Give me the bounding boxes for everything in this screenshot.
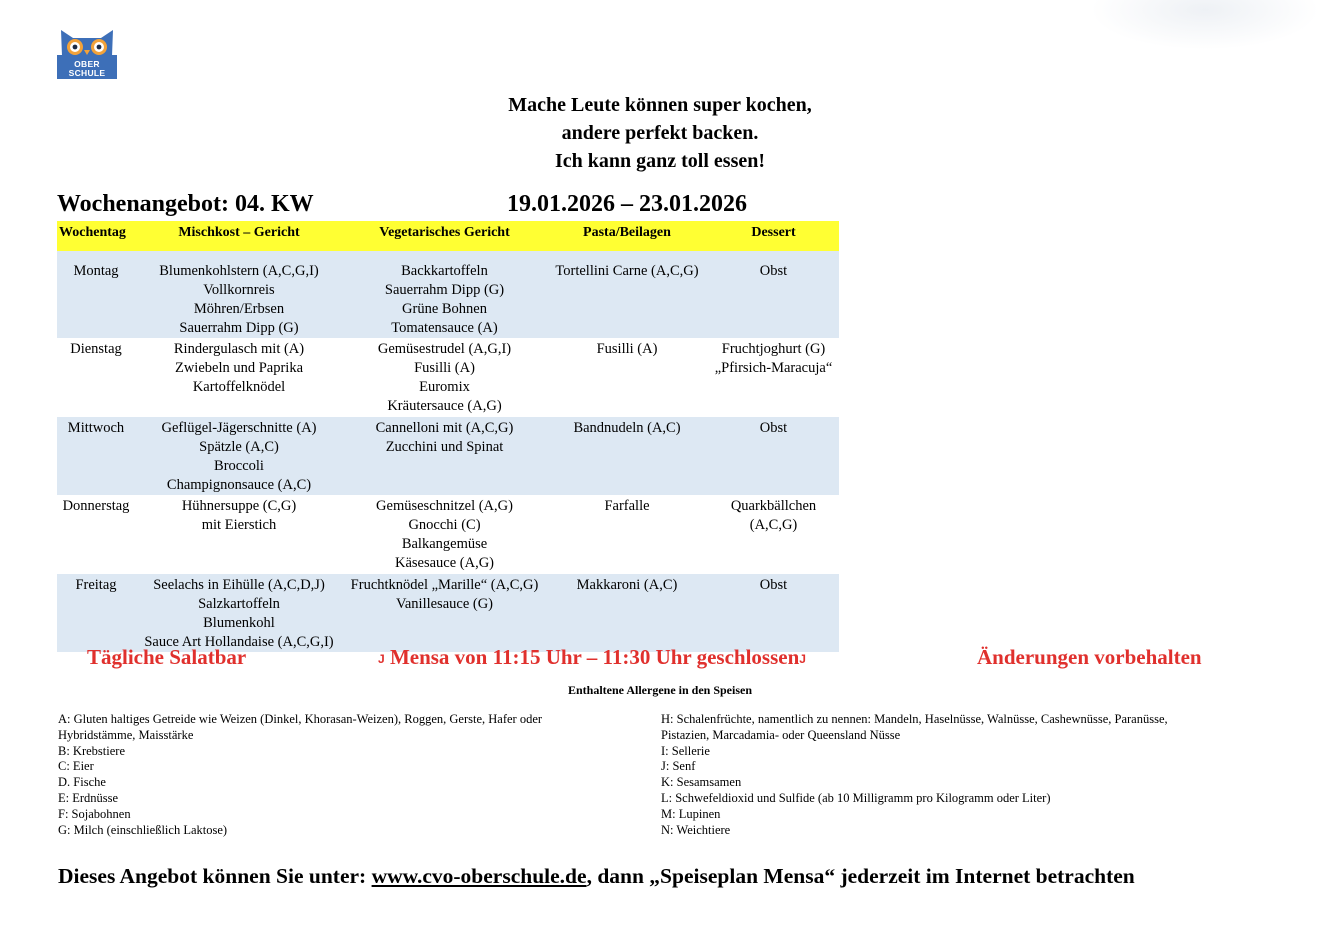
- mensa-marker-right: J: [799, 652, 806, 666]
- dish-line: Vollkornreis: [203, 282, 275, 298]
- weekday-cell: [57, 338, 135, 417]
- vegetarian-cell: [343, 574, 546, 652]
- allergen-list-right: [661, 712, 1271, 838]
- dish-line: Tomatensauce (A): [391, 320, 498, 336]
- dish-line: Obst: [759, 263, 788, 279]
- dish-line: Fusilli (A): [596, 341, 658, 357]
- dish-line: Obst: [759, 420, 788, 436]
- dish-line: Salzkartoffeln: [198, 596, 280, 612]
- dish-line: „Pfirsich-Maracuja“: [714, 360, 833, 376]
- pasta-cell: [546, 338, 708, 417]
- dish-line: Kräutersauce (A,G): [387, 398, 502, 414]
- dish-line: Fusilli (A): [414, 360, 475, 376]
- salad-bar-notice: Tägliche Salatbar: [87, 645, 247, 669]
- dish-line: Farfalle: [604, 498, 650, 514]
- week-title: Wochenangebot: 04. KW: [57, 191, 314, 217]
- pasta-cell: [546, 259, 708, 338]
- motto-line: Ich kann ganz toll essen!: [554, 150, 766, 172]
- weekday-cell: [57, 574, 135, 652]
- dish-line: Zwiebeln und Paprika: [174, 360, 304, 376]
- allergen-line: G: Milch (einschließlich Laktose): [58, 822, 228, 837]
- allergen-line: H: Schalenfrüchte, namentlich zu nennen: Mandeln, Haselnüsse, Walnüsse, Cashewnüsse, Paranüsse,: [661, 712, 1168, 726]
- dish-line: (A,C,G): [749, 517, 798, 533]
- table-row: [57, 495, 839, 574]
- motto: [460, 91, 860, 175]
- pasta-cell: [546, 417, 708, 495]
- website-link[interactable]: www.cvo-oberschule.de: [371, 864, 587, 888]
- table-row: [57, 417, 839, 495]
- dish-line: Gnocchi (C): [408, 517, 481, 533]
- dish-line: Gemüseschnitzel (A,G): [376, 498, 513, 514]
- allergen-line: F: Sojabohnen: [58, 806, 131, 821]
- dish-line: Backkartoffeln: [401, 263, 488, 279]
- logo-line-1: OBER: [74, 59, 100, 69]
- dish-line: Makkaroni (A,C): [576, 577, 678, 593]
- dish-line: Blumenkohlstern (A,C,G,I): [159, 263, 319, 279]
- dish-line: Tortellini Carne (A,C,G): [555, 263, 699, 279]
- dish-line: Gemüsestrudel (A,G,I): [377, 341, 512, 357]
- footer-text: [58, 864, 1135, 889]
- dish-line: Käsesauce (A,G): [394, 555, 495, 571]
- dish-line: Kartoffelknödel: [192, 379, 286, 395]
- allergen-line: K: Sesamsamen: [661, 775, 742, 790]
- dish-line: Balkangemüse: [401, 536, 488, 552]
- table-row: [57, 338, 839, 417]
- dish-line: Champignonsauce (A,C): [166, 477, 312, 493]
- week-dates: 19.01.2026 – 23.01.2026: [507, 191, 747, 217]
- table-row: [57, 574, 839, 652]
- weekday-label: Mittwoch: [67, 420, 125, 436]
- header-pasta: Pasta/Beilagen: [546, 221, 708, 251]
- pasta-cell: [546, 495, 708, 574]
- allergen-line: Hybridstämme, Maisstärke: [58, 727, 194, 742]
- footer-suffix: , dann „Speiseplan Mensa“ jederzeit im Internet betrachten: [586, 864, 1135, 888]
- row-spacer: [57, 251, 839, 259]
- weekday-cell: [57, 495, 135, 574]
- dish-line: Fruchtknödel „Marille“ (A,C,G): [350, 577, 539, 593]
- dish-line: Möhren/Erbsen: [193, 301, 285, 317]
- dish-line: Rindergulasch mit (A): [173, 341, 305, 357]
- weekday-label: Montag: [73, 263, 119, 279]
- allergen-line: E: Erdnüsse: [58, 790, 119, 805]
- allergen-line: M: Lupinen: [661, 806, 721, 821]
- dish-line: Broccoli: [214, 458, 264, 474]
- motto-line: andere perfekt backen.: [561, 122, 759, 144]
- school-logo: [57, 28, 117, 79]
- vegetarian-cell: [343, 495, 546, 574]
- mischkost-cell: [135, 259, 343, 338]
- weekday-cell: [57, 417, 135, 495]
- dish-line: Vanillesauce (G): [395, 596, 494, 612]
- mischkost-cell: [135, 495, 343, 574]
- dish-line: Seelachs in Eihülle (A,C,D,J): [153, 577, 325, 593]
- mensa-marker-left: J: [378, 652, 385, 666]
- dessert-cell: [708, 338, 839, 417]
- allergen-list-left: [58, 712, 638, 838]
- dessert-cell: [708, 574, 839, 652]
- table-header-row: [57, 221, 839, 251]
- mischkost-cell: [135, 574, 343, 652]
- weekday-label: Donnerstag: [62, 498, 130, 514]
- dish-line: Sauce Art Hollandaise (A,C,G,I): [144, 634, 334, 650]
- mischkost-cell: [135, 417, 343, 495]
- dessert-cell: [708, 417, 839, 495]
- allergen-line: D. Fische: [58, 775, 106, 790]
- allergen-line: C: Eier: [58, 759, 94, 774]
- allergen-line: L: Schwefeldioxid und Sulfide (ab 10 Milligramm pro Kilogramm oder Liter): [661, 790, 1051, 805]
- dessert-cell: [708, 495, 839, 574]
- dish-line: Sauerrahm Dipp (G): [179, 320, 299, 336]
- dish-line: Bandnudeln (A,C): [573, 420, 681, 436]
- dish-line: Quarkbällchen: [730, 498, 817, 514]
- header-vegetarian: Vegetarisches Gericht: [343, 221, 546, 251]
- dish-line: Spätzle (A,C): [199, 439, 279, 455]
- changes-notice: Änderungen vorbehalten: [977, 645, 1202, 669]
- weekday-label: Dienstag: [70, 341, 122, 357]
- table-row: [57, 259, 839, 338]
- dessert-cell: [708, 259, 839, 338]
- allergen-line: A: Gluten haltiges Getreide wie Weizen (Dinkel, Khorasan-Weizen), Roggen, Gerste, Hafer oder: [58, 712, 543, 726]
- dish-line: Cannelloni mit (A,C,G): [375, 420, 514, 436]
- mischkost-cell: [135, 338, 343, 417]
- allergen-line: I: Sellerie: [661, 743, 710, 758]
- header-mischkost: Mischkost – Gericht: [135, 221, 343, 251]
- dish-line: Euromix: [419, 379, 470, 395]
- vegetarian-cell: [343, 338, 546, 417]
- allergen-line: N: Weichtiere: [661, 822, 731, 837]
- vegetarian-cell: [343, 259, 546, 338]
- dish-line: mit Eierstich: [201, 517, 277, 533]
- dish-line: Grüne Bohnen: [402, 301, 487, 317]
- allergen-line: Pistazien, Marcadamia- oder Queensland Nüsse: [661, 727, 901, 742]
- pasta-cell: [546, 574, 708, 652]
- weekday-cell: [57, 259, 135, 338]
- vegetarian-cell: [343, 417, 546, 495]
- footer-prefix: Dieses Angebot können Sie unter:: [58, 864, 372, 888]
- allergen-line: J: Senf: [661, 759, 696, 774]
- menu-table: [57, 221, 839, 652]
- weekday-label: Freitag: [75, 577, 117, 593]
- dish-line: Zucchini und Spinat: [385, 439, 504, 455]
- dish-line: Blumenkohl: [203, 615, 275, 631]
- allergen-title: Enthaltene Allergene in den Speisen: [567, 683, 752, 697]
- mensa-closed-notice: [378, 645, 806, 670]
- corner-glow: [1090, 0, 1320, 50]
- dish-line: Sauerrahm Dipp (G): [384, 282, 505, 298]
- logo-line-2: SCHULE: [68, 68, 106, 78]
- header-weekday: Wochentag: [57, 221, 135, 251]
- allergen-line: B: Krebstiere: [58, 743, 125, 758]
- dish-line: Geflügel-Jägerschnitte (A): [161, 420, 317, 436]
- dish-line: Fruchtjoghurt (G): [721, 341, 826, 357]
- motto-line: Mache Leute können super kochen,: [508, 94, 812, 116]
- dish-line: Hühnersuppe (C,G): [181, 498, 297, 514]
- mensa-closed-text: Mensa von 11:15 Uhr – 11:30 Uhr geschlossen: [389, 645, 800, 669]
- dish-line: Obst: [759, 577, 788, 593]
- header-dessert: Dessert: [708, 221, 839, 251]
